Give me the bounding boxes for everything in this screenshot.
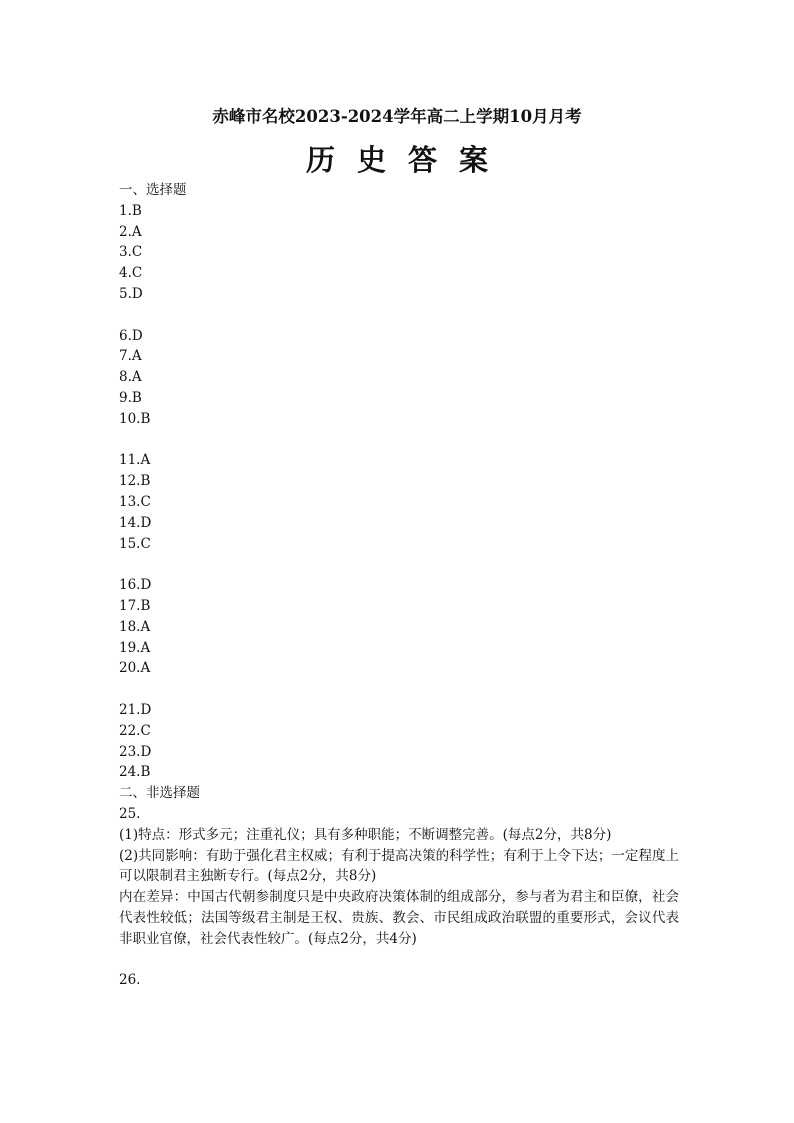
question-number-25: 25.: [119, 805, 141, 822]
answer-group-3: [119, 450, 679, 554]
answer-item: 17.B: [119, 597, 151, 614]
spacer: [119, 679, 679, 700]
answer-item: 15.C: [119, 535, 151, 552]
q25-part1: (1)特点：形式多元；注重礼仪；具有多种职能；不断调整完善。(每点2分，共8分): [119, 826, 612, 843]
answer-content: [119, 180, 679, 991]
answer-item: 1.B: [119, 202, 142, 219]
answer-item: 18.A: [119, 618, 151, 635]
document-subtitle: 历史答案: [305, 143, 510, 177]
answer-item: 14.D: [119, 514, 152, 531]
q25-part3: 内在差异：中国古代朝参制度只是中央政府决策体制的组成部分，参与者为君主和臣僚，社会代表性较低；法国等级君主制是王权、贵族、教会、市民组成政治联盟的重要形式，会议代表非职业官僚，社会代表性较广。(每点2分，共4分): [119, 889, 679, 947]
answer-item: 12.B: [119, 473, 151, 490]
document-title: 赤峰市名校2023-2024学年高二上学期10月月考: [212, 107, 582, 126]
section-heading-choice: 一、选择题: [119, 182, 187, 198]
answer-group-1: [119, 201, 679, 305]
answer-item: 13.C: [119, 493, 151, 510]
answer-item: 11.A: [119, 452, 151, 469]
answer-item: 3.C: [119, 244, 143, 261]
answer-item: 4.C: [119, 265, 143, 282]
answer-item: 20.A: [119, 660, 151, 677]
answer-item: 22.C: [119, 722, 151, 739]
answer-item: 6.D: [119, 327, 143, 344]
question-number-26: 26.: [119, 972, 141, 989]
section-heading-nonchoice: 二、非选择题: [119, 785, 200, 802]
answer-item: 10.B: [119, 410, 151, 427]
answer-item: 5.D: [119, 285, 143, 302]
answer-item: 7.A: [119, 348, 142, 365]
answer-item: 9.B: [119, 389, 142, 406]
spacer: [119, 554, 679, 575]
spacer: [119, 430, 679, 451]
answer-item: 24.B: [119, 764, 151, 781]
answer-group-5: [119, 700, 679, 783]
spacer: [119, 949, 679, 970]
q25-part2: (2)共同影响：有助于强化君主权威；有利于提高决策的科学性；有利于上令下达；一定程度上可以限制君主独断专行。(每点2分，共8分): [119, 847, 679, 885]
answer-item: 19.A: [119, 639, 151, 656]
spacer: [119, 305, 679, 326]
answer-item: 23.D: [119, 743, 152, 760]
answer-item: 2.A: [119, 223, 142, 240]
answer-item: 21.D: [119, 701, 152, 718]
answer-group-2: [119, 326, 679, 430]
answer-item: 16.D: [119, 577, 152, 594]
answer-item: 8.A: [119, 369, 142, 386]
answer-group-4: [119, 575, 679, 679]
